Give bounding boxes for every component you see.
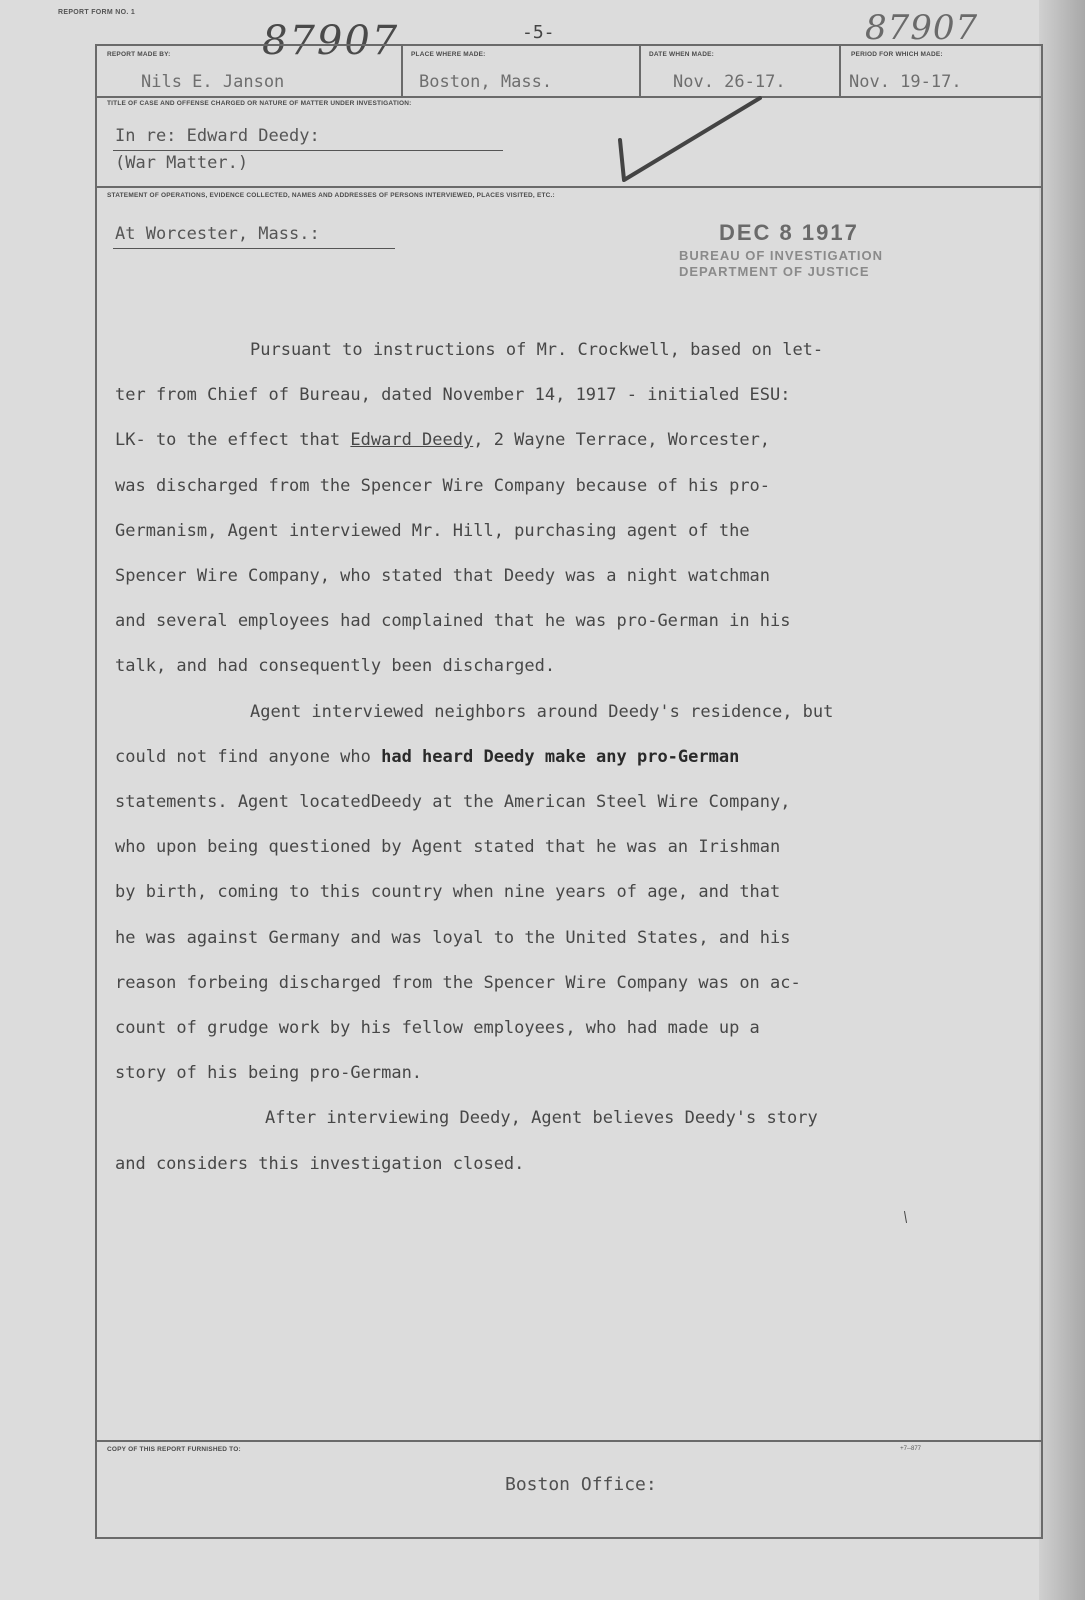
checkmark-icon: [612, 96, 762, 186]
received-stamp: [679, 210, 919, 310]
page-number: -5-: [522, 22, 555, 43]
underline: [113, 150, 503, 151]
stamp-date: DEC 8 1917: [719, 220, 859, 245]
copy-furnished-value: Boston Office:: [505, 1474, 657, 1495]
body-line: Pursuant to instructions of Mr. Crockwell, based on let-: [250, 340, 824, 360]
divider: [839, 46, 841, 98]
report-made-by-value: Nils E. Janson: [141, 72, 285, 92]
case-nature: (War Matter.): [115, 153, 249, 173]
divider: [97, 186, 1041, 188]
divider: [401, 46, 403, 98]
case-title: In re: Edward Deedy:: [115, 126, 320, 146]
form-number: REPORT FORM NO. 1: [58, 9, 136, 16]
handwritten-file-number-left: 87907: [262, 18, 400, 64]
body-line: count of grudge work by his fellow employees, who had made up a: [115, 1018, 760, 1039]
handwritten-file-number-right: 87907: [865, 8, 979, 48]
body-line: ter from Chief of Bureau, dated November 14, 1917 - initialed ESU:: [115, 385, 791, 406]
body-line: Agent interviewed neighbors around Deedy's residence, but: [250, 701, 834, 722]
body-line: who upon being questioned by Agent stated that he was an Irishman: [115, 837, 781, 858]
body-line: LK- to the effect that Edward Deedy, 2 Wayne Terrace, Worcester,: [115, 430, 771, 451]
underline: [113, 248, 395, 249]
body-line: After interviewing Deedy, Agent believes Deedy's story: [265, 1108, 818, 1129]
subject-name: Edward Deedy: [350, 430, 474, 451]
period-label: PERIOD FOR WHICH MADE:: [851, 51, 943, 58]
divider: [97, 96, 1041, 98]
body-line: Germanism, Agent interviewed Mr. Hill, purchasing agent of the: [115, 520, 750, 541]
stray-mark: [904, 1211, 907, 1223]
place-made-value: Boston, Mass.: [419, 72, 553, 92]
body-line: he was against Germany and was loyal to the United States, and his: [115, 927, 791, 948]
body-line: could not find anyone who had heard Deedy make any pro-German: [115, 746, 740, 767]
period-value: Nov. 19-17.: [849, 72, 962, 92]
body-line: was discharged from the Spencer Wire Company because of his pro-: [115, 475, 771, 496]
body-line: story of his being pro-German.: [115, 1063, 423, 1084]
report-body: [115, 328, 1005, 1187]
report-made-by-label: REPORT MADE BY:: [107, 51, 171, 58]
date-made-value: Nov. 26-17.: [673, 72, 786, 92]
divider: [97, 1440, 1041, 1442]
body-line: reason forbeing discharged from the Spencer Wire Company was on ac-: [115, 972, 801, 993]
page-edge: [1039, 0, 1085, 1600]
body-line: statements. Agent locatedDeedy at the American Steel Wire Company,: [115, 792, 791, 813]
stamp-line-1: BUREAU OF INVESTIGATION: [679, 248, 884, 263]
copy-furnished-label: COPY OF THIS REPORT FURNISHED TO:: [107, 1446, 241, 1453]
body-line: and several employees had complained that he was pro-German in his: [115, 611, 791, 632]
body-line: Spencer Wire Company, who stated that Deedy was a night watchman: [115, 566, 771, 587]
body-line: talk, and had consequently been discharged.: [115, 656, 556, 677]
location-heading: At Worcester, Mass.:: [115, 224, 320, 244]
report-form: [95, 44, 1043, 1539]
divider: [639, 46, 641, 98]
statement-label: STATEMENT OF OPERATIONS, EVIDENCE COLLECTED, NAMES AND ADDRESSES OF PERSONS INTERVIEWED, PLACES VISITED, ETC.:: [107, 192, 555, 199]
date-made-label: DATE WHEN MADE:: [649, 51, 714, 58]
form-code: +7--877: [900, 1446, 921, 1452]
body-line: by birth, coming to this country when nine years of age, and that: [115, 882, 781, 903]
place-made-label: PLACE WHERE MADE:: [411, 51, 486, 58]
title-label: TITLE OF CASE AND OFFENSE CHARGED OR NATURE OF MATTER UNDER INVESTIGATION:: [107, 100, 412, 107]
body-line: and considers this investigation closed.: [115, 1153, 525, 1174]
stamp-line-2: DEPARTMENT OF JUSTICE: [679, 264, 870, 279]
